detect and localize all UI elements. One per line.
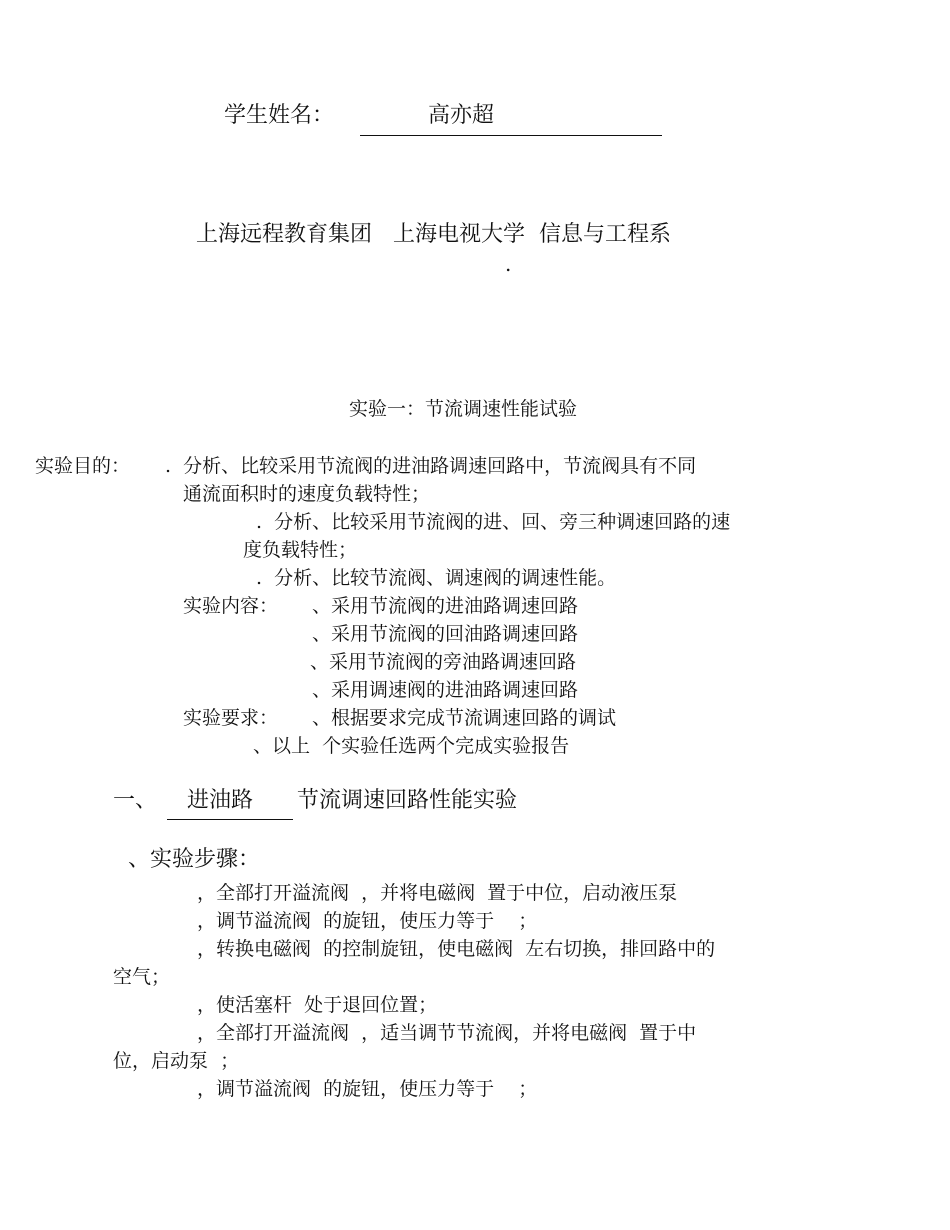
experiment-title: 实验一：节流调速性能试验 [349,398,578,420]
purpose-item: 度负载特性； [243,539,358,561]
student-name-value: 高亦超 [428,103,495,128]
section-title: 节流调速回路性能实验 [297,788,518,813]
content-item: 、采用节流阀的旁油路调速回路 [310,651,577,673]
steps-heading: 、实验步骤： [128,847,261,872]
content-item: 、采用节流阀的进油路调速回路 [312,595,579,617]
step-line: ，转换电磁阀 的控制旋钮，使电磁阀 左右切换，排回路中的 [197,938,716,960]
step-line: ，全部打开溢流阀 ，并将电磁阀 置于中位，启动液压泵 [197,882,678,904]
purpose-label: 实验目的： [35,455,131,477]
step-line: ，调节溢流阀 的旋钮，使压力等于 ； [197,910,538,932]
requirement-item: 、根据要求完成节流调速回路的调试 [312,707,617,729]
content-item: 、采用调速阀的进油路调速回路 [312,679,579,701]
requirement-item: 、以上 个实验任选两个完成实验报告 [253,735,570,757]
purpose-item: . 分析、比较节流阀、调速阀的调速性能。 [256,567,617,589]
student-name-underline [360,135,662,136]
purpose-item: . 分析、比较采用节流阀的进油路调速回路中，节流阀具有不同 [165,455,697,477]
purpose-item: 通流面积时的速度负载特性； [183,483,431,505]
step-line: ，调节溢流阀 的旋钮，使压力等于 ； [197,1078,538,1100]
step-line: 位，启动泵 ； [113,1050,240,1072]
content-item: 、采用节流阀的回油路调速回路 [312,623,579,645]
purpose-item: . 分析、比较采用节流阀的进、回、旁三种调速回路的速 [256,511,731,533]
step-line: ，全部打开溢流阀 ，适当调节节流阀，并将电磁阀 置于中 [197,1022,697,1044]
content-label: 实验内容： [183,595,279,617]
section-prefix: 一、 [113,788,158,813]
requirement-label: 实验要求： [183,707,279,729]
step-line: 空气； [113,966,171,988]
institution-dot: . [505,252,512,276]
student-name-label: 学生姓名： [224,103,335,128]
step-line: ，使活塞杆 处于退回位置； [197,994,438,1016]
institution-line: 上海远程教育集团 上海电视大学 信息与工程系 [196,222,671,247]
section-blank: 进油路 [187,788,254,813]
section-blank-underline [167,819,293,820]
